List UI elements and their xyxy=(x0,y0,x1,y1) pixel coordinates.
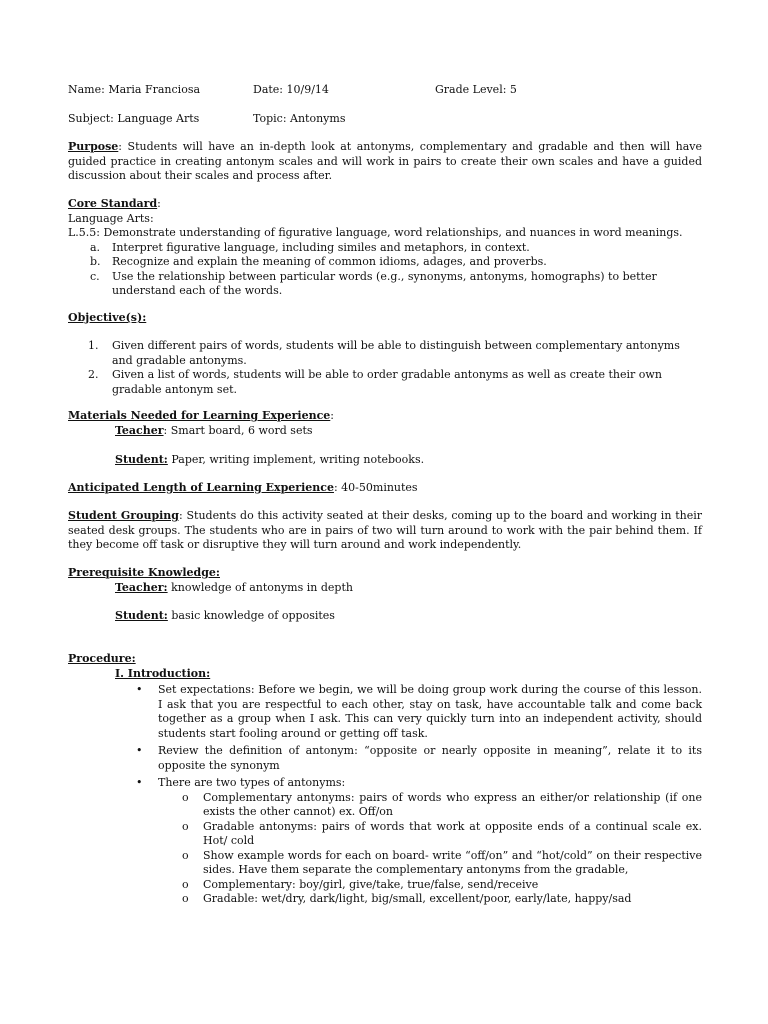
prereq-section xyxy=(68,566,702,595)
prereq-student-label: Student: xyxy=(115,609,168,622)
purpose-colon: : xyxy=(118,140,123,153)
length-text: : 40-50minutes xyxy=(333,481,418,494)
purpose-section xyxy=(68,140,702,184)
teacher-name: Name: Maria Franciosa xyxy=(68,83,201,96)
procedure-bullet: • Review the definition of antonym: “opposite or nearly opposite in meaning”, relate it to its opposite the synonym xyxy=(136,744,702,772)
prereq-heading: Prerequisite Knowledge: xyxy=(68,566,220,579)
materials-student-label: Student: xyxy=(115,453,168,466)
materials-teacher-label: Teacher xyxy=(115,423,164,437)
procedure-section xyxy=(68,652,702,907)
prereq-student xyxy=(68,609,702,624)
materials-teacher-text: : Smart board, 6 word sets xyxy=(163,423,313,437)
core-standard-heading: Core Standard xyxy=(68,197,158,210)
core-standard-area: Language Arts: xyxy=(68,211,154,225)
subject: Subject: Language Arts xyxy=(68,112,200,125)
procedure-heading: Procedure: xyxy=(68,652,136,665)
lesson-date: Date: 10/9/14 xyxy=(253,83,329,96)
objectives-section xyxy=(68,311,702,326)
grouping-section xyxy=(68,509,702,553)
materials-student xyxy=(68,453,702,468)
purpose-text: Students will have an in-depth look at antonyms, complementary and gradable and then will have guided practice in creating antonym scales and will work in pairs to create their own scales and have a guided discussion about their scales and process after. xyxy=(68,140,702,182)
prereq-teacher-label: Teacher: xyxy=(115,580,168,594)
procedure-sub-item: o Complementary antonyms: pairs of words who express an either/or relationship (if one exists the other cannot) ex. Off/on xyxy=(182,790,702,818)
objectives-heading: Objective(s): xyxy=(68,311,147,324)
core-standard-text: L.5.5: Demonstrate understanding of figurative language, word relationships, and nuances in word meanings. xyxy=(68,226,683,239)
objective-item: 2. Given a list of words, students will be able to order gradable antonyms as well as create their own gradable antonym set. xyxy=(88,368,662,396)
core-standard-section xyxy=(68,197,702,299)
standard-item: b. Recognize and explain the meaning of common idioms, adages, and proverbs. xyxy=(90,255,547,268)
procedure-sub-item: o Gradable: wet/dry, dark/light, big/small, excellent/poor, early/late, happy/sad xyxy=(182,892,632,905)
procedure-sub-item: o Show example words for each on board- write “off/on” and “hot/cold” on their respective sides. Have them separate the complementary antonyms from the gradable, xyxy=(182,848,702,876)
length-section xyxy=(68,481,702,496)
core-standard-colon: : xyxy=(157,197,161,210)
procedure-bullet: • Set expectations: Before we begin, we will be doing group work during the course of this lesson. I ask that you are respectful to each other, stay on task, have accountable talk and come back together as a group when I ask. This can very quickly turn into an independent activity, should students start fooling around or getting off task. xyxy=(136,683,702,740)
topic: Topic: Antonyms xyxy=(253,112,346,125)
standard-item: a. Interpret figurative language, including similes and metaphors, in context. xyxy=(90,240,530,254)
prereq-teacher-text: knowledge of antonyms in depth xyxy=(167,580,353,594)
materials-colon: : xyxy=(330,409,335,422)
procedure-sub-item: o Gradable antonyms: pairs of words that work at opposite ends of a continual scale ex. Hot/ cold xyxy=(182,819,702,847)
procedure-bullet: • There are two types of antonyms: xyxy=(136,776,346,789)
purpose-heading: Purpose xyxy=(68,140,119,153)
materials-heading: Materials Needed for Learning Experience xyxy=(68,409,331,422)
introduction-heading: I. Introduction: xyxy=(115,666,211,680)
prereq-student-text: basic knowledge of opposites xyxy=(167,609,335,622)
procedure-sub-item: o Complementary: boy/girl, give/take, true/false, send/receive xyxy=(182,877,539,891)
grouping-text: : Students do this activity seated at their desks, coming up to the board and working in their seated desk groups. The students who are in pairs of two will turn around to work with the pair behind them. If they become off task or disruptive they will turn around and work independently. xyxy=(68,509,702,551)
materials-student-text: Paper, writing implement, writing notebooks. xyxy=(167,453,425,466)
grouping-heading: Student Grouping xyxy=(68,509,179,522)
length-heading: Anticipated Length of Learning Experience xyxy=(68,481,334,494)
objectives-list xyxy=(68,339,702,397)
grade-level: Grade Level: 5 xyxy=(435,83,517,96)
objective-item: 1. Given different pairs of words, students will be able to distinguish between complementary antonyms and gradable antonyms. xyxy=(88,339,680,367)
standard-item: c. Use the relationship between particular words (e.g., synonyms, antonyms, homographs) to better understand each of the words. xyxy=(90,269,657,297)
materials-section xyxy=(68,409,702,438)
